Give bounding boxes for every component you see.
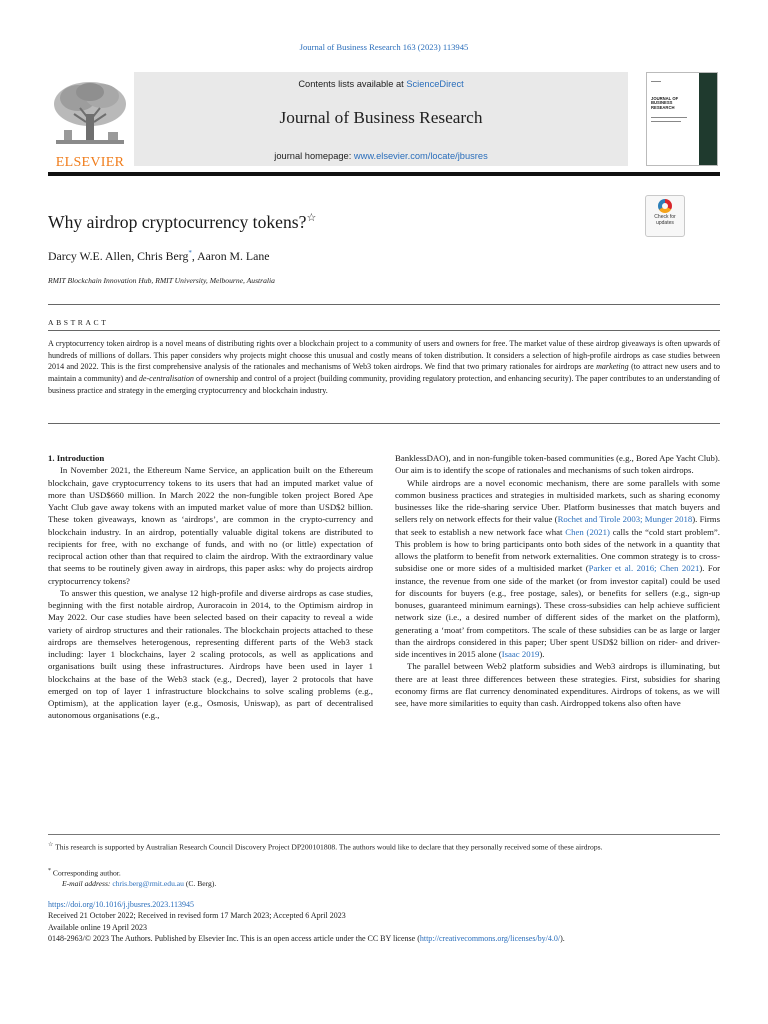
journal-title: Journal of Business Research — [279, 108, 483, 127]
license-link[interactable]: http://creativecommons.org/licenses/by/4.0/ — [419, 933, 561, 943]
title-footnote-mark[interactable]: ☆ — [306, 212, 317, 224]
elsevier-logo — [48, 78, 132, 170]
footnote-funding — [48, 840, 720, 853]
online-date: Available online 19 April 2023 — [48, 922, 147, 932]
license-text: ). — [560, 933, 565, 943]
body-paragraph: To answer this question, we analyse 12 high-profile and diverse airdrops as case studies, beginning with the first notable airdrop, Auroracoin in 2014, to the Optimism airdrop in May 2022. Our case studies have been selected based on their capacity to reveal a wide variety of airdrop structures and their rationales. The blockchain projects attached to these airdrops are themselves heterogenous, representing different parts of the Web3 stack including: layer 1 blockchains, layer 2 scaling protocols, as well as applications and organisations built using these infrastructures. Airdrops have been used in layer 1 blockchains at the base of the Web3 stack (e.g., Decred), layer 2 protocols that have emerged on top of layer 1 infrastructure blockchains to solve scaling problems (e.g., Optimism), at the application layer (e.g., Osmosis, Uniswap), as part of decentralised autonomous organisations (e.g., — [48, 587, 373, 721]
abstract-part: (to attract new users and to maintain a community) and — [48, 362, 720, 384]
section-heading: 1. Introduction — [48, 453, 105, 463]
affiliation: RMIT Blockchain Innovation Hub, RMIT University, Melbourne, Australia — [48, 276, 275, 285]
text-run: calls the “cold start problem”. This problem is how to bring participants onto both sides of the network in a quantity that allows the platform to benefit from network externalities. One common strategy is to cross-subsidise one or more sides of a multisided market ( — [395, 526, 720, 574]
email-owner: (C. Berg). — [183, 879, 217, 888]
author-allen[interactable]: Darcy W.E. Allen — [48, 249, 132, 263]
abstract-emphasis: marketing — [596, 362, 629, 372]
cover-rule — [651, 117, 687, 118]
body-paragraph — [395, 477, 720, 661]
text-run: ). — [539, 649, 545, 659]
homepage-link[interactable]: www.elsevier.com/locate/jbusres — [353, 151, 488, 161]
citation-link[interactable]: Parker et al. 2016; Chen 2021 — [588, 563, 700, 574]
cover-image-strip — [699, 73, 717, 165]
author-lane[interactable]: Aaron M. Lane — [197, 249, 270, 263]
license-text: 0148-2963/© 2023 The Authors. Published by Elsevier Inc. This is an open access article under the CC BY license ( — [48, 933, 420, 943]
homepage-prefix: journal homepage: — [274, 151, 354, 161]
corresponding-author-mark[interactable]: * — [188, 249, 192, 258]
abstract-top-rule — [48, 304, 720, 305]
license-statement — [48, 933, 728, 944]
check-for-updates-badge[interactable] — [645, 195, 685, 237]
journal-masthead — [48, 72, 628, 172]
doi-link[interactable]: https://doi.org/10.1016/j.jbusres.2023.113945 — [48, 900, 195, 909]
citation-link[interactable]: Isaac 2019 — [501, 649, 540, 659]
sciencedirect-link[interactable]: ScienceDirect — [406, 79, 464, 89]
abstract-bottom-rule — [48, 423, 720, 424]
footnote-text: Corresponding author. — [52, 868, 121, 878]
article-history: Received 21 October 2022; Received in revised form 17 March 2023; Accepted 6 April 2023 — [48, 911, 346, 921]
article-title-text: Why airdrop cryptocurrency tokens? — [48, 211, 307, 232]
elsevier-tree-icon — [48, 78, 132, 152]
footnote-rule — [48, 834, 720, 835]
masthead-band — [134, 72, 628, 166]
abstract-heading: ABSTRACT — [48, 318, 109, 327]
footnote-mark: ☆ — [48, 842, 54, 848]
abstract-text — [48, 338, 720, 397]
email-label: E-mail address: — [62, 879, 113, 888]
body-paragraph: BanklessDAO), and in non-fungible token-based communities (e.g., Bored Ape Yacht Club). Our aim is to identify the scope of rationales and mechanisms of such token airdrops. — [395, 453, 720, 476]
body-paragraph: The parallel between Web2 platform subsidies and Web3 airdrops is illuminating, but there are at least three differences between these strategies. First, subsidies for sharing economy firms are flat currency denominated expenditures. Airdrops of tokens, as we will see, have more similarities to equity than cash. Airdropped tokens also often have — [395, 661, 720, 708]
author-list — [48, 249, 270, 264]
abstract-emphasis: de-centralisation — [138, 374, 194, 384]
footnote-email — [48, 878, 720, 890]
citation-link[interactable]: Chen (2021) — [565, 526, 610, 537]
left-column — [48, 452, 373, 722]
text-run: ). Firms that seek to establish a new network face what — [395, 514, 720, 537]
email-link[interactable]: chris.berg@rmit.edu.au — [112, 879, 184, 888]
journal-homepage — [134, 151, 628, 161]
right-column — [395, 452, 720, 709]
citation-link[interactable]: Rochet and Tirole 2003; Munger 2018 — [557, 514, 693, 525]
author-separator: , — [191, 249, 198, 263]
journal-citation-link[interactable]: Journal of Business Research 163 (2023) 113945 — [299, 42, 469, 52]
article-metadata — [48, 899, 728, 944]
author-separator: , — [131, 249, 138, 263]
contents-prefix: Contents lists available at — [298, 79, 407, 89]
article-title — [48, 211, 316, 233]
abstract-heading-rule — [48, 330, 720, 331]
abstract-part: of ownership and control of a project (building community, providing regulatory protection, and enhancing security). The paper contributes to an understanding of business practice and strategy in the emerging cryptocurrency and blockchain industry. — [48, 374, 720, 395]
check-updates-label: Check for updates — [654, 214, 676, 226]
cover-title: JOURNAL OF BUSINESS RESEARCH — [651, 96, 679, 110]
footnote-mark: * — [48, 868, 51, 874]
publisher-wordmark: ELSEVIER — [55, 155, 125, 170]
cover-logo-mark — [651, 81, 661, 82]
contents-available — [134, 79, 628, 89]
text-run: ). For instance, the revenue from one side of the market (or from investor capital) could be used for discounts for buyers (e.g., free postage, sales), or benefits for sellers (e.g., sign-up bonuses, guaranteed minimum earnings). These cross-subsidies can help achieve sufficient network size (i.e., a desired number of different sides of the market on the platform), generating a ‘moat’ from competitors. The scale of these subsidies can be as large or larger than the airdrops considered in this paper; Uber spent USD$2 billion on rider- and driver-side incentives in 2015 alone ( — [395, 563, 721, 659]
masthead-rule — [48, 172, 720, 176]
check-updates-icon — [658, 199, 672, 213]
body-paragraph: In November 2021, the Ethereum Name Service, an application built on the Ethereum blockchain, gave cryptocurrency tokens to its users that had an imputed market value of more than USD$660 million. In March 2022 the non-fungible token project Bored Ape Yacht Club gave away tokens with an imputed market value of more than USD$2 billion. These token giveaways, known as ‘airdrops’, are common in the crypto-currency and blockchain industry. In an airdrop, potentially valuable digital tokens are distributed to recipients for free, with no exchange of funds, and with no (or little) expectation of reciprocal action other than that required to claim the airdrop. With the extraordinary value that seems to be routinely given away in airdrops, this paper asks: why do projects airdrop cryptocurrency tokens? — [48, 465, 373, 586]
text-run: While airdrops are a novel economic mechanism, there are some parallels with some common business practices and strategies in multisided markets, such as sharing economy businesses like the ride-sharing service Uber. Platform businesses that match buyers and sellers rely on network effects for their value ( — [395, 477, 720, 525]
journal-cover-thumbnail[interactable] — [646, 72, 718, 166]
cover-rule — [651, 121, 681, 122]
abstract-part: A cryptocurrency token airdrop is a novel means of distributing rights over a blockchain project to a community of users and owners for free. The market value of these airdrop giveaways is often upwards of hundreds of millions of dollars. This paper considers why projects might choose this unusual and costly means of token distribution. It considers a selection of high-profile airdrops as case studies between 2014 and 2022. This is the first comprehensive analysis of the rationales and mechanisms of Web3 token airdrops. We find that two primary rationales for airdrops are — [48, 339, 720, 372]
footnote-text: This research is supported by Australian Research Council Discovery Project DP200101808. The authors would like to declare that they personally received some of these airdrops. — [55, 842, 603, 852]
author-berg[interactable]: Chris Berg — [137, 249, 189, 263]
